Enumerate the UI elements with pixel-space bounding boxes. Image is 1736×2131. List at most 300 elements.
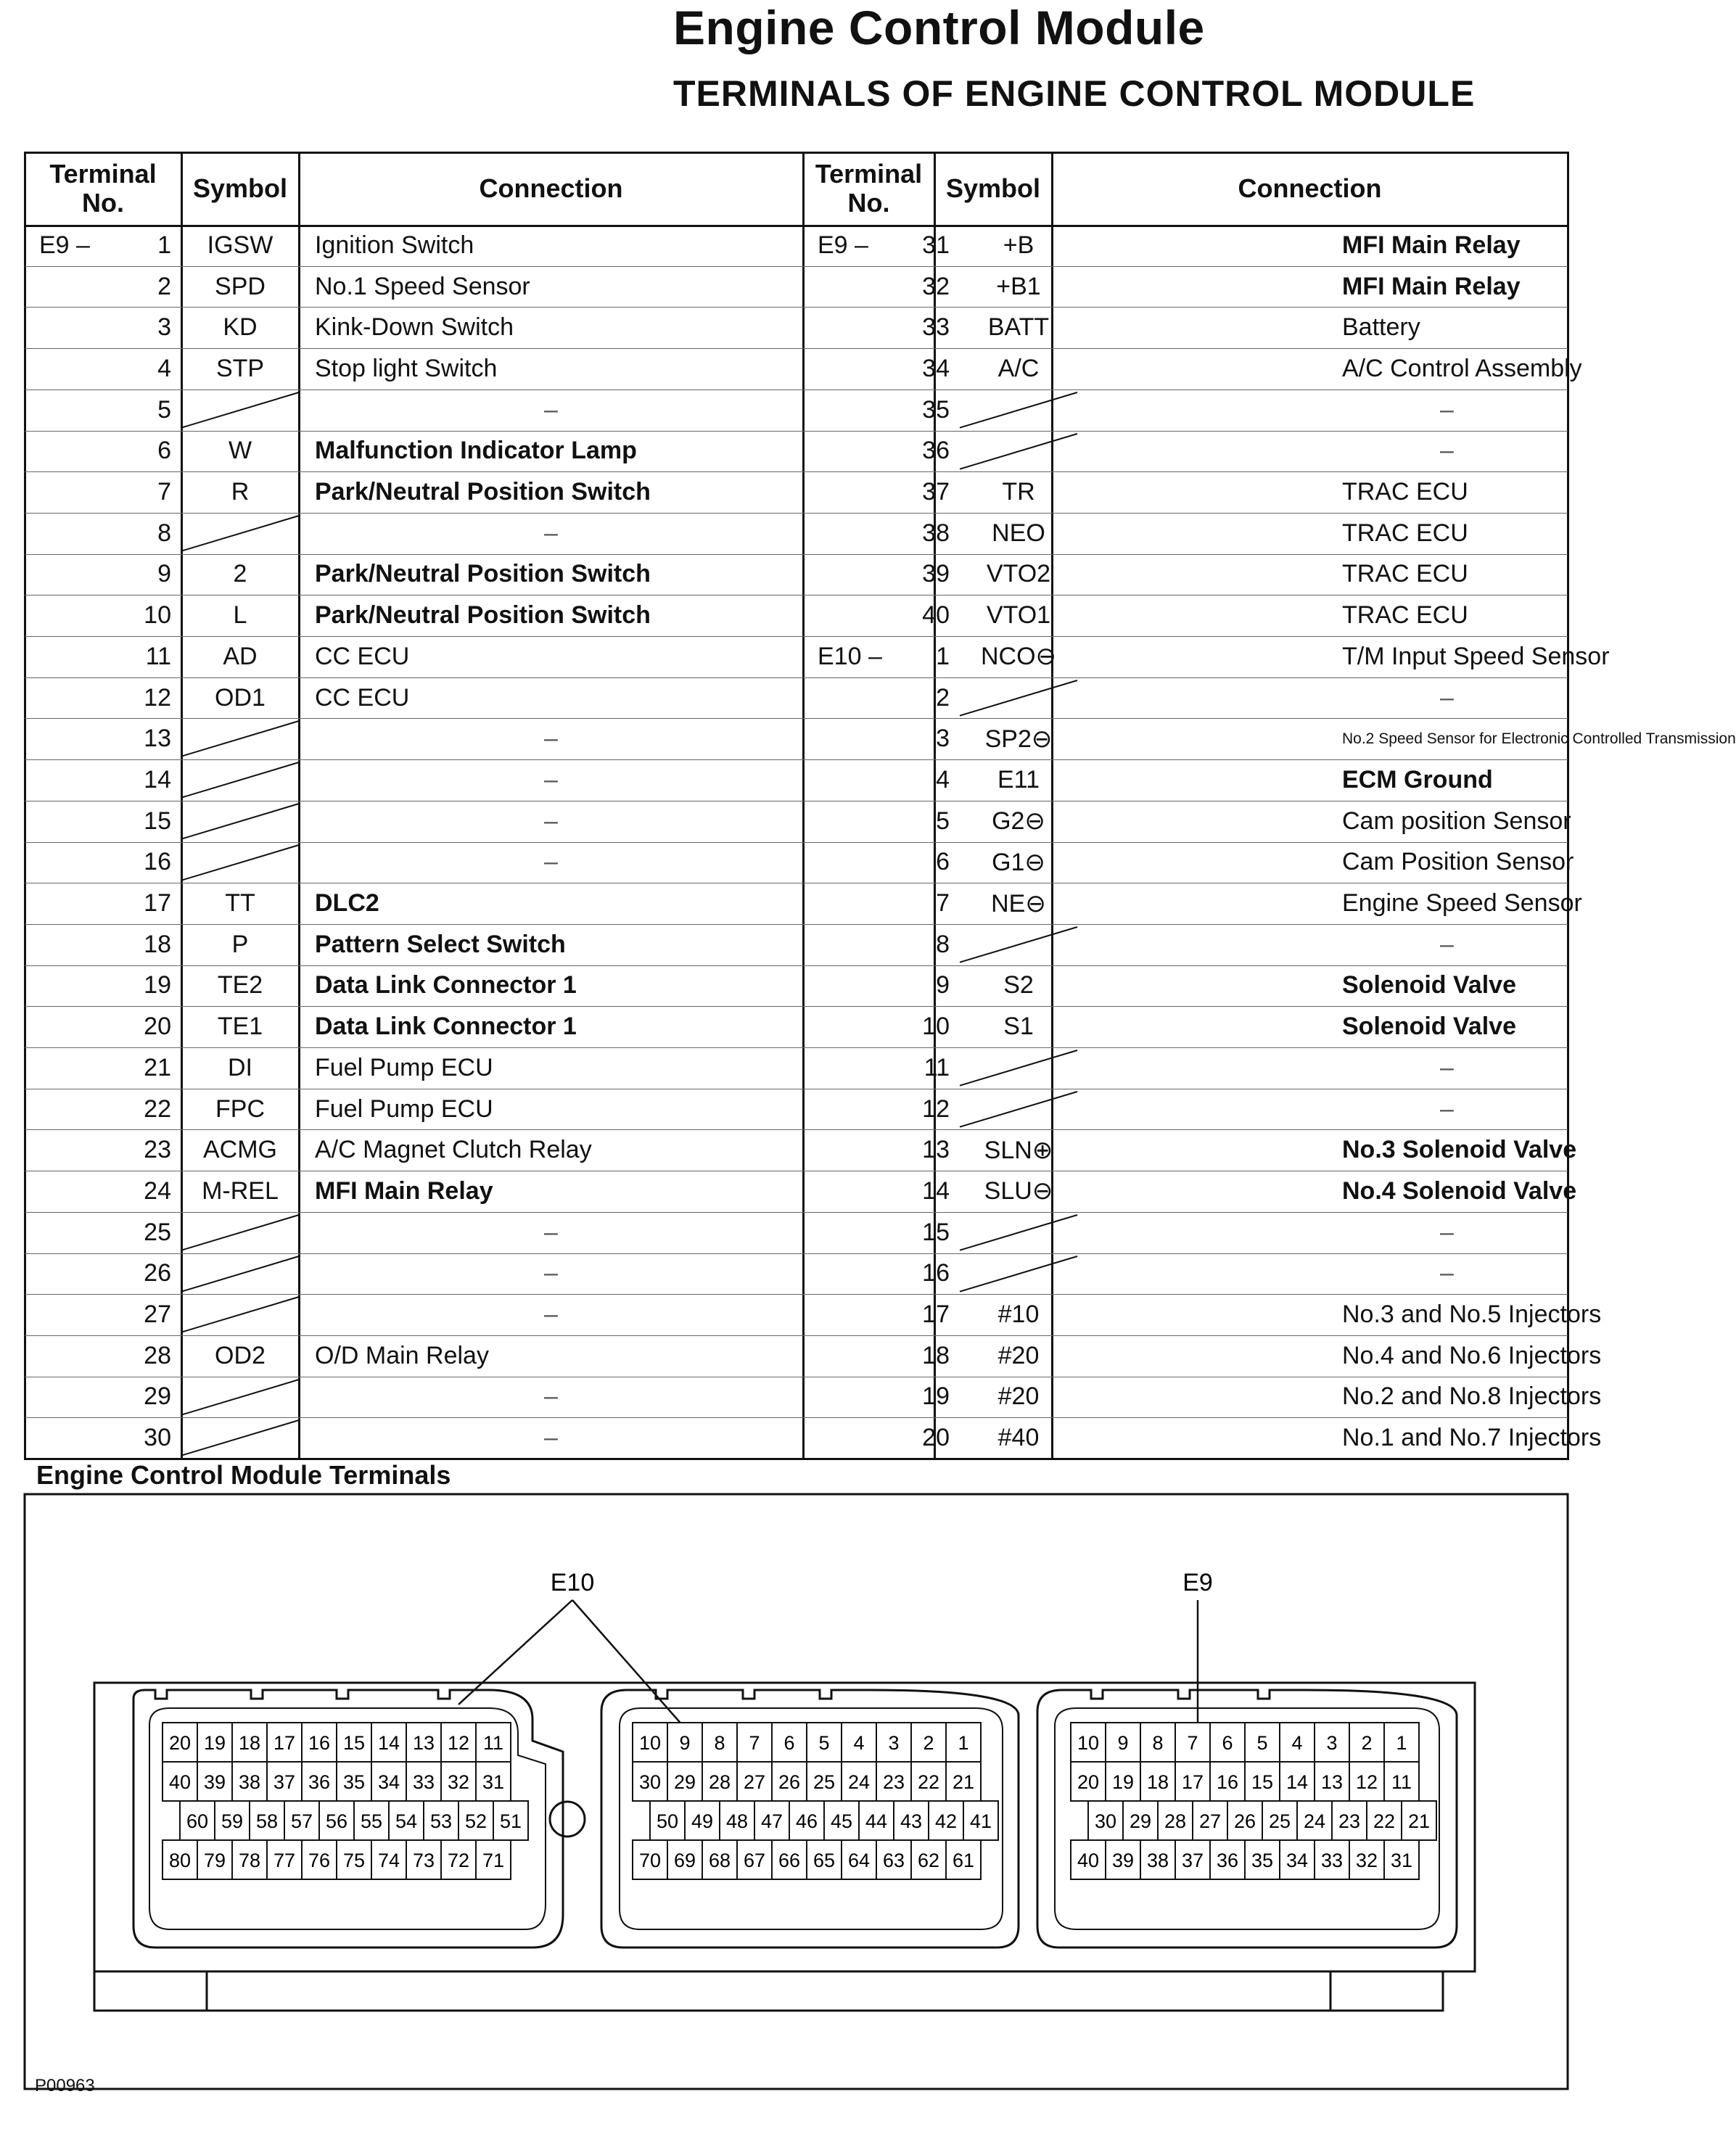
terminal-number: 36 (922, 437, 950, 465)
e10-main-pin-number: 34 (377, 1771, 400, 1793)
terminal-symbol: #40 (997, 1424, 1040, 1452)
e10-aux-pin-number: 22 (917, 1771, 940, 1793)
terminal-symbol: #20 (997, 1382, 1040, 1411)
e10-main-pin-number: 75 (342, 1850, 366, 1871)
terminal-number: 30 (144, 1424, 171, 1452)
terminal-symbol: A/C (997, 354, 1040, 382)
e10-aux-pin-number: 30 (638, 1771, 662, 1793)
e9-pin-number: 30 (1094, 1810, 1117, 1832)
e10-main-pin-number: 17 (273, 1732, 296, 1754)
terminal-symbol: NEO (992, 519, 1045, 547)
pin-grids (163, 1723, 1436, 1879)
terminal-number: 27 (144, 1301, 171, 1329)
header-symbol: Symbol (192, 173, 288, 203)
e9-pin-number: 8 (1152, 1732, 1164, 1754)
e9-pin-number: 10 (1077, 1732, 1100, 1754)
terminal-symbol: +B (1003, 231, 1034, 259)
unused-pin-slash (960, 431, 1077, 472)
e9-pin-number: 31 (1390, 1850, 1413, 1871)
terminal-symbol: #10 (997, 1301, 1040, 1329)
locating-hole (550, 1802, 585, 1837)
terminal-number: 16 (144, 848, 171, 876)
unused-pin-slash (181, 801, 299, 842)
terminal-connection: – (544, 1424, 558, 1452)
terminal-connection: – (544, 807, 558, 835)
e10-main-pin-number: 74 (377, 1850, 400, 1871)
page-title: Engine Control Module (673, 1, 1205, 54)
e9-pin-number: 25 (1268, 1810, 1291, 1832)
terminal-number: 6 (157, 437, 171, 465)
terminal-connection: Ignition Switch (315, 231, 474, 259)
e10-main-pin-number: 52 (464, 1810, 488, 1832)
e10-main-pin-number: 32 (447, 1771, 470, 1793)
e10-aux-pin-number: 9 (679, 1732, 691, 1754)
e9-pin-number: 5 (1256, 1732, 1268, 1754)
label-e10: E10 (550, 1569, 595, 1596)
terminal-symbol: L (233, 601, 247, 630)
terminal-connection: – (1440, 395, 1454, 424)
e10-main-pin-number: 79 (203, 1850, 226, 1871)
terminal-connection: – (544, 1259, 558, 1287)
e10-aux-pin-number: 4 (853, 1732, 865, 1754)
terminal-number: 34 (922, 354, 950, 382)
terminal-number: 26 (144, 1259, 171, 1287)
unused-pin-slash (960, 924, 1077, 965)
figure-code: P00963 (35, 2076, 95, 2095)
e10-aux-pin-number: 21 (952, 1771, 975, 1793)
e10-main-pin-number: 39 (203, 1771, 226, 1793)
header-connection: Connection (1238, 173, 1382, 203)
terminal-symbol: S2 (1003, 971, 1034, 999)
e10-aux-pin-number: 41 (969, 1810, 992, 1832)
e10-aux-pin-number: 49 (691, 1810, 714, 1832)
terminal-connection: Fuel Pump ECU (315, 1053, 493, 1081)
e9-pin-number: 2 (1361, 1732, 1373, 1754)
terminal-number: 32 (922, 272, 950, 300)
e10-aux-pin-number: 2 (923, 1732, 934, 1754)
terminal-prefix: E9 – (818, 231, 868, 259)
terminal-connection: – (544, 765, 558, 794)
unused-pin-slash (960, 1253, 1077, 1295)
e9-pin-number: 27 (1198, 1810, 1222, 1832)
e9-pin-number: 11 (1391, 1771, 1412, 1793)
terminal-connection: CC ECU (315, 683, 410, 712)
e9-pin-number: 29 (1129, 1810, 1152, 1832)
terminal-number: 4 (936, 765, 950, 794)
e9-pin-number: 13 (1320, 1771, 1344, 1793)
terminal-symbol: +B1 (996, 272, 1041, 300)
terminal-connection: – (1440, 1259, 1454, 1287)
unused-pin-slash (181, 759, 299, 801)
leader-line (572, 1600, 683, 1726)
terminal-symbol: P (231, 930, 249, 958)
e10-main-pin-number: 38 (238, 1771, 261, 1793)
e9-pin-number: 14 (1285, 1771, 1309, 1793)
unused-pin-slash (181, 1294, 299, 1335)
terminal-connection: – (1440, 1218, 1454, 1246)
terminal-symbol: NE⊖ (991, 889, 1046, 918)
terminal-connection: Kink-Down Switch (315, 313, 514, 342)
terminal-connection: Data Link Connector 1 (315, 971, 577, 999)
e10-aux-pin-number: 28 (708, 1771, 731, 1793)
terminal-symbol: R (231, 478, 250, 506)
terminal-connection: Engine Speed Sensor (1342, 889, 1582, 918)
terminal-connection: No.2 and No.8 Injectors (1342, 1382, 1602, 1411)
connector-diagram (25, 1494, 1568, 2089)
terminal-number: 40 (922, 601, 950, 630)
terminal-number: 31 (922, 231, 950, 259)
terminal-symbol: VTO2 (986, 560, 1051, 588)
terminal-connection: Solenoid Valve (1342, 971, 1516, 999)
terminal-connection: Cam position Sensor (1342, 807, 1571, 835)
terminal-number: 12 (144, 683, 171, 712)
header-symbol: Symbol (945, 173, 1041, 203)
e9-pin-number: 26 (1233, 1810, 1256, 1832)
terminal-symbol: SPD (215, 272, 266, 300)
terminal-number: 20 (922, 1424, 950, 1452)
terminal-number: 39 (922, 560, 950, 588)
mount-tab (94, 1971, 207, 2011)
terminal-number: 13 (144, 725, 171, 753)
e10-main-pin-number: 36 (308, 1771, 331, 1793)
terminal-connection: Park/Neutral Position Switch (315, 478, 651, 506)
terminal-symbol: NCO⊖ (980, 643, 1057, 671)
terminal-number: 24 (144, 1176, 171, 1205)
terminal-connection: No.1 and No.7 Injectors (1342, 1424, 1602, 1452)
e10-aux-pin-number: 1 (958, 1732, 969, 1754)
terminal-symbol: OD1 (215, 683, 266, 712)
terminal-connection: TRAC ECU (1342, 478, 1468, 506)
e10-aux-pin-number: 25 (813, 1771, 836, 1793)
e9-pin-number: 23 (1338, 1810, 1361, 1832)
terminal-number: 17 (144, 889, 171, 918)
page-subtitle: TERMINALS OF ENGINE CONTROL MODULE (673, 73, 1476, 114)
terminal-number: 4 (157, 354, 171, 382)
e10-aux-pin-number: 47 (760, 1810, 783, 1832)
e9-pin-number: 18 (1146, 1771, 1169, 1793)
e9-pin-number: 24 (1303, 1810, 1326, 1832)
e10-aux-pin-number: 8 (714, 1732, 725, 1754)
terminal-number: 18 (144, 930, 171, 958)
terminal-number: 20 (144, 1013, 171, 1041)
terminal-connection: Pattern Select Switch (315, 930, 566, 958)
e10-aux-pin-number: 65 (813, 1850, 836, 1871)
terminal-connection: No.3 Solenoid Valve (1342, 1136, 1577, 1164)
terminal-connection: DLC2 (315, 889, 379, 918)
terminal-connection: Stop light Switch (315, 354, 498, 382)
terminal-connection: T/M Input Speed Sensor (1342, 642, 1610, 670)
e10-main-pin-number: 76 (308, 1850, 331, 1871)
unused-pin-slash (181, 1377, 299, 1418)
unused-pin-slash (181, 513, 299, 554)
terminal-table (25, 152, 1736, 1460)
e10-aux-pin-number: 66 (778, 1850, 801, 1871)
terminal-connection: Solenoid Valve (1342, 1013, 1516, 1041)
terminal-connection: Park/Neutral Position Switch (315, 601, 651, 630)
terminal-connection: Data Link Connector 1 (315, 1013, 577, 1041)
e10-main-pin-number: 37 (273, 1771, 296, 1793)
terminal-number: 5 (157, 395, 171, 424)
e10-main-pin-number: 55 (360, 1810, 383, 1832)
e9-pin-number: 28 (1164, 1810, 1187, 1832)
e10-main-pin-number: 59 (221, 1810, 244, 1832)
terminal-number: 14 (922, 1176, 950, 1205)
e10-aux-pin-number: 29 (673, 1771, 696, 1793)
e9-pin-number: 4 (1291, 1732, 1303, 1754)
e10-main-pin-number: 18 (238, 1732, 261, 1754)
terminal-number: 8 (936, 930, 950, 958)
terminal-number: 28 (144, 1341, 171, 1369)
e9-pin-number: 16 (1216, 1771, 1239, 1793)
terminal-connection: A/C Control Assembly (1342, 354, 1582, 382)
e9-pin-number: 34 (1285, 1850, 1309, 1871)
terminal-number: 10 (144, 601, 171, 630)
e10-aux-pin-number: 50 (656, 1810, 679, 1832)
terminal-number: 5 (936, 807, 950, 835)
terminal-number: 15 (922, 1218, 950, 1246)
e10-main-pin-number: 40 (168, 1771, 192, 1793)
terminal-symbol: TT (225, 889, 255, 918)
terminal-number: 1 (936, 642, 950, 670)
terminal-number: 14 (144, 765, 171, 794)
terminal-number: 12 (922, 1095, 950, 1123)
header-terminal-no: Terminal No. (49, 158, 157, 218)
e10-main-pin-number: 51 (499, 1810, 522, 1832)
e10-main-pin-number: 77 (273, 1850, 296, 1871)
e10-main-pin-number: 13 (412, 1732, 435, 1754)
terminal-prefix: E10 – (818, 642, 882, 670)
e10-aux-pin-number: 70 (638, 1850, 662, 1871)
e9-pin-number: 21 (1407, 1810, 1431, 1832)
terminal-connection: Cam Position Sensor (1342, 848, 1574, 876)
terminal-symbol: 2 (233, 560, 247, 588)
e9-pin-number: 12 (1355, 1771, 1378, 1793)
terminal-connection: – (544, 1382, 558, 1411)
mount-tab (1330, 1971, 1443, 2011)
e9-pin-number: 22 (1373, 1810, 1396, 1832)
terminal-connection: Malfunction Indicator Lamp (315, 437, 637, 465)
terminal-connection: No.2 Speed Sensor for Electronic Controlled Transmission (1342, 730, 1736, 747)
e10-main-pin-number: 14 (377, 1732, 400, 1754)
e10-main-pin-number: 33 (412, 1771, 435, 1793)
terminal-connection: MFI Main Relay (315, 1176, 493, 1205)
e10-aux-pin-number: 6 (783, 1732, 795, 1754)
terminal-connection: Battery (1342, 313, 1420, 342)
e10-aux-pin-number: 61 (952, 1850, 975, 1871)
e10-main-pin-number: 73 (412, 1850, 435, 1871)
label-e9: E9 (1182, 1569, 1213, 1596)
terminal-symbol: KD (223, 313, 258, 342)
e9-pin-number: 38 (1146, 1850, 1169, 1871)
e10-main-pin-number: 12 (447, 1732, 470, 1754)
e10-main-pin-number: 31 (482, 1771, 505, 1793)
e9-pin-number: 1 (1396, 1732, 1407, 1754)
terminal-number: 10 (922, 1013, 950, 1041)
terminal-number: 17 (922, 1301, 950, 1329)
terminal-number: 6 (936, 848, 950, 876)
terminal-connection: – (544, 848, 558, 876)
terminal-connection: TRAC ECU (1342, 560, 1468, 588)
terminal-connection: – (544, 519, 558, 547)
terminal-connection: No.3 and No.5 Injectors (1342, 1301, 1602, 1329)
unused-pin-slash (960, 1212, 1077, 1253)
terminal-connection: MFI Main Relay (1342, 231, 1521, 259)
terminal-connection: TRAC ECU (1342, 601, 1468, 630)
unused-pin-slash (960, 1047, 1077, 1089)
e10-main-pin-number: 19 (203, 1732, 226, 1754)
terminal-number: 11 (145, 642, 171, 670)
unused-pin-slash (960, 1089, 1077, 1130)
e10-aux-pin-number: 10 (638, 1732, 662, 1754)
e10-main-pin-number: 53 (429, 1810, 453, 1832)
header-terminal-no: Terminal No. (815, 158, 923, 218)
terminal-connection: – (544, 1218, 558, 1246)
e10-aux-pin-number: 46 (795, 1810, 818, 1832)
terminal-connection: – (1440, 1095, 1454, 1123)
terminal-symbol: VTO1 (986, 601, 1051, 630)
terminal-symbol: ACMG (203, 1136, 277, 1164)
unused-pin-slash (960, 389, 1077, 431)
terminal-symbol: TE1 (217, 1013, 263, 1041)
terminal-number: 11 (923, 1053, 950, 1081)
terminal-symbol: BATT (987, 313, 1050, 342)
e9-pin-number: 37 (1181, 1850, 1204, 1871)
terminal-number: 3 (157, 313, 171, 342)
e9-pin-number: 35 (1251, 1850, 1274, 1871)
terminal-connection: Park/Neutral Position Switch (315, 560, 651, 588)
terminal-symbol: SP2⊖ (984, 725, 1053, 753)
terminal-number: 9 (157, 560, 171, 588)
terminal-symbol: SLN⊕ (984, 1136, 1053, 1164)
terminal-symbol: M-REL (202, 1176, 279, 1205)
terminal-number: 8 (157, 519, 171, 547)
terminal-connection: – (1440, 683, 1454, 712)
terminal-number: 29 (144, 1382, 171, 1411)
unused-pin-slash (181, 389, 299, 431)
e9-pin-number: 7 (1187, 1732, 1198, 1754)
terminal-number: 3 (936, 725, 950, 753)
terminal-connection: Fuel Pump ECU (315, 1095, 493, 1123)
e10-main-pin-number: 58 (255, 1810, 279, 1832)
terminal-connection: CC ECU (315, 642, 410, 670)
terminal-symbol: IGSW (207, 231, 273, 259)
terminal-number: 18 (922, 1341, 950, 1369)
e10-aux-pin-number: 62 (917, 1850, 940, 1871)
terminal-connection: MFI Main Relay (1342, 272, 1521, 300)
terminal-number: 23 (144, 1136, 171, 1164)
terminal-symbol: SLU⊖ (984, 1177, 1053, 1205)
e9-pin-number: 9 (1117, 1732, 1129, 1754)
e10-aux-pin-number: 64 (847, 1850, 871, 1871)
e9-pin-number: 40 (1077, 1850, 1100, 1871)
terminal-number: 2 (936, 683, 950, 712)
e9-pin-number: 19 (1111, 1771, 1135, 1793)
header-connection: Connection (479, 173, 623, 203)
e10-aux-pin-number: 44 (865, 1810, 888, 1832)
e9-pin-number: 32 (1355, 1850, 1378, 1871)
e9-pin-number: 39 (1111, 1850, 1135, 1871)
e10-main-pin-number: 20 (168, 1732, 192, 1754)
terminal-connection: No.1 Speed Sensor (315, 272, 530, 300)
e10-main-pin-number: 78 (238, 1850, 261, 1871)
e10-main-pin-number: 54 (395, 1810, 418, 1832)
diagram-section-title: Engine Control Module Terminals (36, 1460, 451, 1490)
e10-aux-pin-number: 24 (847, 1771, 871, 1793)
terminal-symbol: TR (1002, 478, 1035, 506)
terminal-symbol: W (228, 437, 252, 465)
e10-main-pin-number: 80 (168, 1850, 192, 1871)
terminal-number: 19 (922, 1382, 950, 1411)
terminal-connection: O/D Main Relay (315, 1341, 489, 1369)
unused-pin-slash (960, 677, 1077, 719)
e10-main-pin-number: 71 (482, 1850, 505, 1871)
e10-aux-pin-number: 67 (743, 1850, 766, 1871)
e9-pin-number: 36 (1216, 1850, 1239, 1871)
terminal-symbol: DI (228, 1053, 252, 1081)
terminal-connection: No.4 Solenoid Valve (1342, 1176, 1577, 1205)
e10-main-pin-number: 60 (186, 1810, 209, 1832)
unused-pin-slash (181, 1417, 299, 1459)
terminal-symbol: G1⊖ (992, 848, 1045, 876)
terminal-connection: – (1440, 437, 1454, 465)
terminal-number: 25 (144, 1218, 171, 1246)
e9-pin-number: 6 (1222, 1732, 1233, 1754)
terminal-connection: – (544, 725, 558, 753)
e10-main-pin-number: 15 (342, 1732, 366, 1754)
terminal-number: 35 (922, 395, 950, 424)
leader-line (458, 1600, 572, 1705)
terminal-symbol: FPC (215, 1095, 265, 1123)
terminal-number: 37 (922, 478, 950, 506)
e10-main-pin-number: 57 (290, 1810, 313, 1832)
terminal-number: 1 (157, 231, 171, 259)
terminal-number: 7 (936, 889, 950, 918)
e10-aux-pin-number: 68 (708, 1850, 731, 1871)
terminal-number: 38 (922, 519, 950, 547)
e10-aux-pin-number: 26 (778, 1771, 801, 1793)
terminal-number: 19 (144, 971, 171, 999)
terminal-connection: TRAC ECU (1342, 519, 1468, 547)
unused-pin-slash (181, 718, 299, 759)
terminal-number: 7 (157, 478, 171, 506)
terminal-symbol: S1 (1003, 1013, 1034, 1041)
unused-pin-slash (181, 1253, 299, 1295)
e10-aux-pin-number: 48 (725, 1810, 749, 1832)
terminal-number: 33 (922, 313, 950, 342)
e10-main-pin-number: 35 (342, 1771, 366, 1793)
terminal-symbol: G2⊖ (992, 807, 1045, 836)
terminal-symbol: E11 (997, 765, 1040, 794)
terminal-connection: ECM Ground (1342, 765, 1493, 794)
terminal-connection: – (544, 1301, 558, 1329)
terminal-symbol: #20 (997, 1341, 1040, 1369)
e10-main-pin-number: 72 (447, 1850, 470, 1871)
terminal-connection: – (1440, 1053, 1454, 1081)
terminal-number: 16 (922, 1259, 950, 1287)
terminal-connection: – (1440, 930, 1454, 958)
e9-pin-number: 33 (1320, 1850, 1344, 1871)
e9-pin-number: 17 (1181, 1771, 1204, 1793)
terminal-symbol: AD (223, 642, 258, 670)
terminal-prefix: E9 – (39, 231, 90, 259)
e10-main-pin-number: 56 (325, 1810, 348, 1832)
terminal-number: 15 (144, 807, 171, 835)
e10-aux-pin-number: 42 (934, 1810, 958, 1832)
e10-aux-pin-number: 43 (900, 1810, 923, 1832)
terminal-number: 9 (936, 971, 950, 999)
e9-pin-number: 3 (1326, 1732, 1338, 1754)
terminal-connection: – (544, 395, 558, 424)
